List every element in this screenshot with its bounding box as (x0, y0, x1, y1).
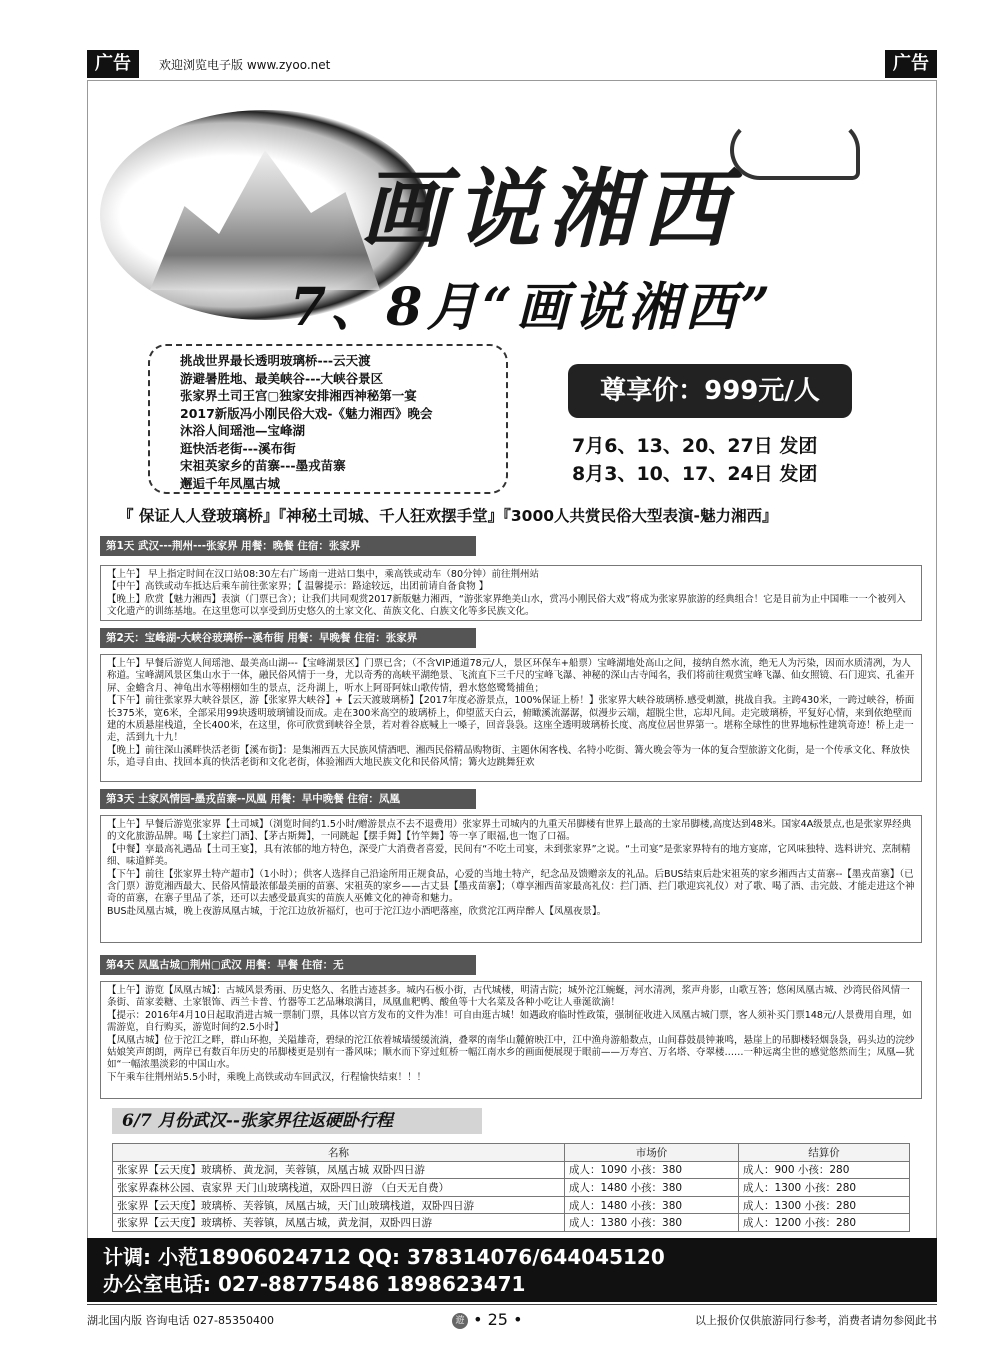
settlement-price-cell: 成人：1300 小孩：280 (739, 1179, 910, 1197)
settlement-price-cell: 成人：1300 小孩：280 (739, 1196, 910, 1214)
page-number-text: • 25 • (473, 1310, 523, 1329)
footer-disclaimer: 以上报价仅供旅游同行参考，消费者请勿参阅此书 (695, 1314, 937, 1327)
day-3-body (100, 815, 922, 943)
highlights-box (148, 344, 508, 494)
market-price-cell: 成人：1090 小孩：380 (565, 1161, 739, 1179)
table-row (113, 1214, 910, 1232)
page-number (452, 1310, 523, 1329)
table-header-row (113, 1144, 910, 1162)
day-3-line: 【下午】前往【张家界土特产超市】（1小时）；供客人选择自己沿途所用正规食品，心爱的当地土特产，纪念品及馈赠亲友的礼品。后BUS结束后赴宋祖英的家乡湘西古丈苗寨--【墨戎苗寨】（已含门票）游览湘西最大、民俗风情最浓郁最美丽的苗寨、宋祖英的家乡——古丈县【墨戎苗寨】；（尊享湘西苗家最高礼仪：拦门酒、拦门歌迎宾礼仪）对了歌、喝了酒、击完鼓、才能走进这个神奇的苗寨，在寨子里品了茶，还可以去感受最真实的苗族人巫傩文化的神奇和魅力。 (107, 868, 915, 905)
day-3-line: 【中餐】享最高礼遇品【土司王宴】，具有浓郁的地方特色，深受广大消费者喜爱，民间有“不吃土司宴，未到张家界”之说。“土司宴”是张家界特有的地方宴席，它风味独特、选料讲究、烹制精细、味道鲜美。 (107, 843, 911, 868)
page-badge-icon: 遊 (452, 1313, 468, 1329)
highlight-item: 2017新版冯小刚民俗大戏-《魅力湘西》晚会 (180, 405, 433, 421)
day-1-line: 【中午】高铁或动车抵达后乘车前往张家界；【 温馨提示：路途较远，出团前请自备食物 】 (107, 581, 489, 593)
footer-divider (87, 1304, 937, 1305)
highlight-item: 张家界土司王宫▢独家安排湘西神秘第一宴 (180, 388, 417, 403)
day-2-line: 【下午】前往张家界大峡谷景区，游【张家界大峡谷】+【云天渡玻璃桥】【2017年度必游景点，100%保证上桥！】张家界大峡谷玻璃桥.感受刺激，挑战自我。主跨430米，一跨过峡谷，桥面长375米，宽6米，全部采用99块透明玻璃铺设而成。走在300米高空的玻璃桥上，仰望蓝天白云，俯瞰溪流潺潺，似漫步云端，超脱尘世，忘却凡间。走完玻璃桥，平复好心情，来到依绝壁而建的木质悬崖栈道，全长400米，在这里，你可欣赏到峡谷全景，若对着谷底喊上一嗓子，回音袅袅。这座全透明玻璃桥长度、高度位居世界第一。堪称全球性的世界地标性建筑奇迹！桥上走一走，活到九十九！ (107, 695, 915, 744)
day-1-body (100, 565, 922, 621)
footer-edition: 湖北国内版 咨询电话 027-85350400 (87, 1314, 274, 1327)
day-1-line: 【上午】 早上指定时间在汉口站08:30左右广场南一进站口集中，乘高铁或动车（80分钟）前往荆州站 (107, 569, 539, 580)
route-name-cell: 张家界【云天度】玻璃桥、芙蓉镇，凤凰古城，天门山玻璃栈道，双卧四日游 (113, 1196, 565, 1214)
route-name-cell: 张家界森林公园、袁家界 天门山玻璃栈道，双卧四日游 （白天无自费） (113, 1179, 565, 1197)
highlight-item: 挑战世界最长透明玻璃桥---云天渡 (180, 353, 371, 368)
ad-label-left: 广告 (87, 50, 139, 78)
contact-line: 计调: 小范18906024712 QQ: 378314076/644045120 (103, 1245, 665, 1269)
hero-banner (90, 90, 930, 340)
departure-dates (572, 432, 817, 488)
table-row (113, 1179, 910, 1197)
day-4-line: 下午乘车往荆州站5.5小时，乘晚上高铁或动车回武汉，行程愉快结束！！！ (107, 1071, 427, 1083)
day-4-line: 【提示：2016年4月10日起取消进古城一票制门票，具体以官方发布的文件为准！可自由逛古城！如遇政府临时性政策，强制征收进入凤凰古城门票，客人须补买门票148元/人景费用自理，如需游览，自行购买，游览时间约2.5小时】 (107, 1009, 912, 1034)
market-price-cell: 成人：1480 小孩：380 (565, 1179, 739, 1197)
day-4-body (100, 981, 922, 1099)
settlement-price-cell: 成人：1200 小孩：280 (739, 1214, 910, 1232)
top-bar (87, 50, 937, 78)
table-row (113, 1196, 910, 1214)
day-4-header: 第4天 凤凰古城▢荆州▢武汉 用餐：早餐 住宿：无 (100, 955, 476, 975)
day-2-line: 【晚上】前往深山溪畔快活老街【溪布街】：是集湘西五大民族风情酒吧、湘西民俗精品购物街、主题休闲客栈、名特小吃街、篝火晚会等为一体的复合型旅游文化街，是一个传承文化、释放快乐，追寻自由、找回本真的快活老街和文化老街，体验湘西大地民族文化和民俗风情；篝火边跳舞狂欢 (107, 744, 910, 769)
page-footer (87, 1310, 937, 1330)
day-2-header: 第2天：宝峰湖-大峡谷玻璃桥--溪布街 用餐：早晚餐 住宿：张家界 (100, 628, 476, 648)
highlight-item: 游避暑胜地、最美峡谷---大峡谷景区 (180, 370, 384, 386)
guarantee-banner: 『 保证人人登玻璃桥』『神秘土司城、千人狂欢摆手堂』『3000人共赏民俗大型表演-魅力湘西』 (118, 507, 778, 525)
column-header: 名称 (113, 1144, 565, 1162)
day-4-line: 【凤凰古城】位于沱江之畔，群山环抱，关隘雄奇，碧绿的沱江依着城墙缓缓流淌，叠翠的南华山麓俯映江中，江中渔舟游船数点，山间暮鼓晨钟兼鸣，悬崖上的吊脚楼轻烟袅袅，码头边的浣纱姑娘笑声朗朗，两岸已有数百年历史的吊脚楼更是别有一番风味；顺水而下穿过虹桥一幅江南水乡的画面便展现于眼前——万寿宫、万名塔、夺翠楼……一种远离尘世的感觉悠然而生；凤凰—犹如“一幅浓墨淡彩的中国山水。 (107, 1034, 915, 1071)
day-3-header: 第3天 土家风情园-墨戎苗寨--凤凰 用餐：早中晚餐 住宿：凤凰 (100, 789, 476, 809)
table-row (113, 1161, 910, 1179)
day-3-line: BUS赴凤凰古城，晚上夜游凤凰古城，于沱江边放祈福灯，也可于沱江边小酒吧落座，欣赏沱江两岸醉人【凤凰夜景】。 (107, 905, 607, 917)
price-table (112, 1143, 910, 1232)
train-section-title: 6/7 月份武汉--张家界往返硬卧行程 (112, 1108, 482, 1134)
market-price-cell: 成人：1480 小孩：380 (565, 1196, 739, 1214)
day-3-line: 【上午】早餐后游览张家界【土司城】（浏览时间约1.5小时/赠游景点不去不退费用）张家界土司城内的九重天吊脚楼有世界上最高的土家吊脚楼,高度达到48米。国家4A级景点,也是张家界经典的文化旅游品牌。喝【土家拦门酒】、【茅古斯舞】，一同跳起【摆手舞】【竹竿舞】等一享了眼福,也一饱了口福。 (107, 819, 912, 843)
welcome-text: 欢迎浏览电子版 www.zyoo.net (159, 58, 331, 72)
column-header: 结算价 (739, 1144, 910, 1162)
column-header: 市场价 (565, 1144, 739, 1162)
price-badge: 尊享价：999元/人 (568, 364, 852, 418)
day-1-header: 第1天 武汉---荆州---张家界 用餐：晚餐 住宿：张家界 (100, 536, 476, 556)
highlight-item: 宋祖英家乡的苗寨---墨戎苗寨 (180, 458, 346, 473)
settlement-price-cell: 成人：900 小孩：280 (739, 1161, 910, 1179)
departure-date-line: 8月3、10、17、24日 发团 (572, 463, 818, 485)
contact-line: 办公室电话: 027-88775486 18986234​71 (103, 1272, 526, 1296)
hero-title: 画说湘西 (360, 159, 736, 260)
day-2-body (100, 654, 922, 782)
hero-subtitle: 7、8月“画说湘西” (290, 277, 775, 338)
highlight-item: 沐浴人间瑶池—宝峰湖 (180, 423, 306, 438)
day-1-line: 【晚上】欣赏【魅力湘西】表演（门票已含）；让我们共同观赏2017新版魅力湘西，“游张家界绝美山水，赏冯小刚民俗大戏”将成为张家界旅游的经典组合！它是目前为止中国唯一一个被列入文化遗产的训练基地。在这里您可以享受到历史悠久的土家文化、苗族文化、白族文化等多民族文化。 (107, 593, 906, 618)
highlight-item: 邂逅千年凤凰古城 (180, 475, 281, 491)
day-4-line: 【上午】游览【凤凰古城】：古城风景秀丽、历史悠久、名胜古迹甚多。城内石板小街，古代城楼，明清古院；城外沱江蜿蜒，河水清冽，浆声舟影，山歌互答；悠闲凤凰古城、沙湾民俗风情一条街、苗家姜糖、土家银饰、西兰卡普、竹器等工艺品琳琅满目，凤凰血粑鸭、酸鱼等十大名菜及各种小吃让人垂涎欲滴！ (107, 985, 910, 1009)
route-name-cell: 张家界【云天度】玻璃桥、黄龙洞，芙蓉镇，凤凰古城 双卧四日游 (113, 1161, 565, 1179)
route-name-cell: 张家界【云天度】玻璃桥、芙蓉镇，凤凰古城，黄龙洞，双卧四日游 (113, 1214, 565, 1232)
market-price-cell: 成人：1380 小孩：380 (565, 1214, 739, 1232)
departure-date-line: 7月6、13、20、27日 发团 (572, 435, 818, 457)
ad-label-right: 广告 (885, 50, 937, 78)
contact-bar (87, 1238, 937, 1302)
cloud-swirl-graphic (730, 120, 860, 180)
highlight-item: 逛快活老街---溪布街 (180, 440, 296, 456)
day-2-line: 【上午】早餐后游览人间瑶池、最美高山湖---【宝峰湖景区】门票已含；（不含VIP通道78元/人，景区环保车+船票）宝峰湖地处高山之间，接纳自然水流，绝无人为污染，因而水质清冽，为人称道。宝峰湖风景区集山水于一体，融民俗风情于一身，尤以奇秀的高峡平湖绝景、飞流直下三千尺的宝峰飞瀑、神秘的深山古寺闻名，我们将前往观赏宝峰飞瀑、仙女照镜、石门迎宾、孔雀开屏、金蟾含月、神龟出水等栩栩如生的景点，泛舟湖上，听水上阿哥阿妹山歌传情，碧水悠悠鹭鸶捕鱼； (107, 658, 915, 694)
